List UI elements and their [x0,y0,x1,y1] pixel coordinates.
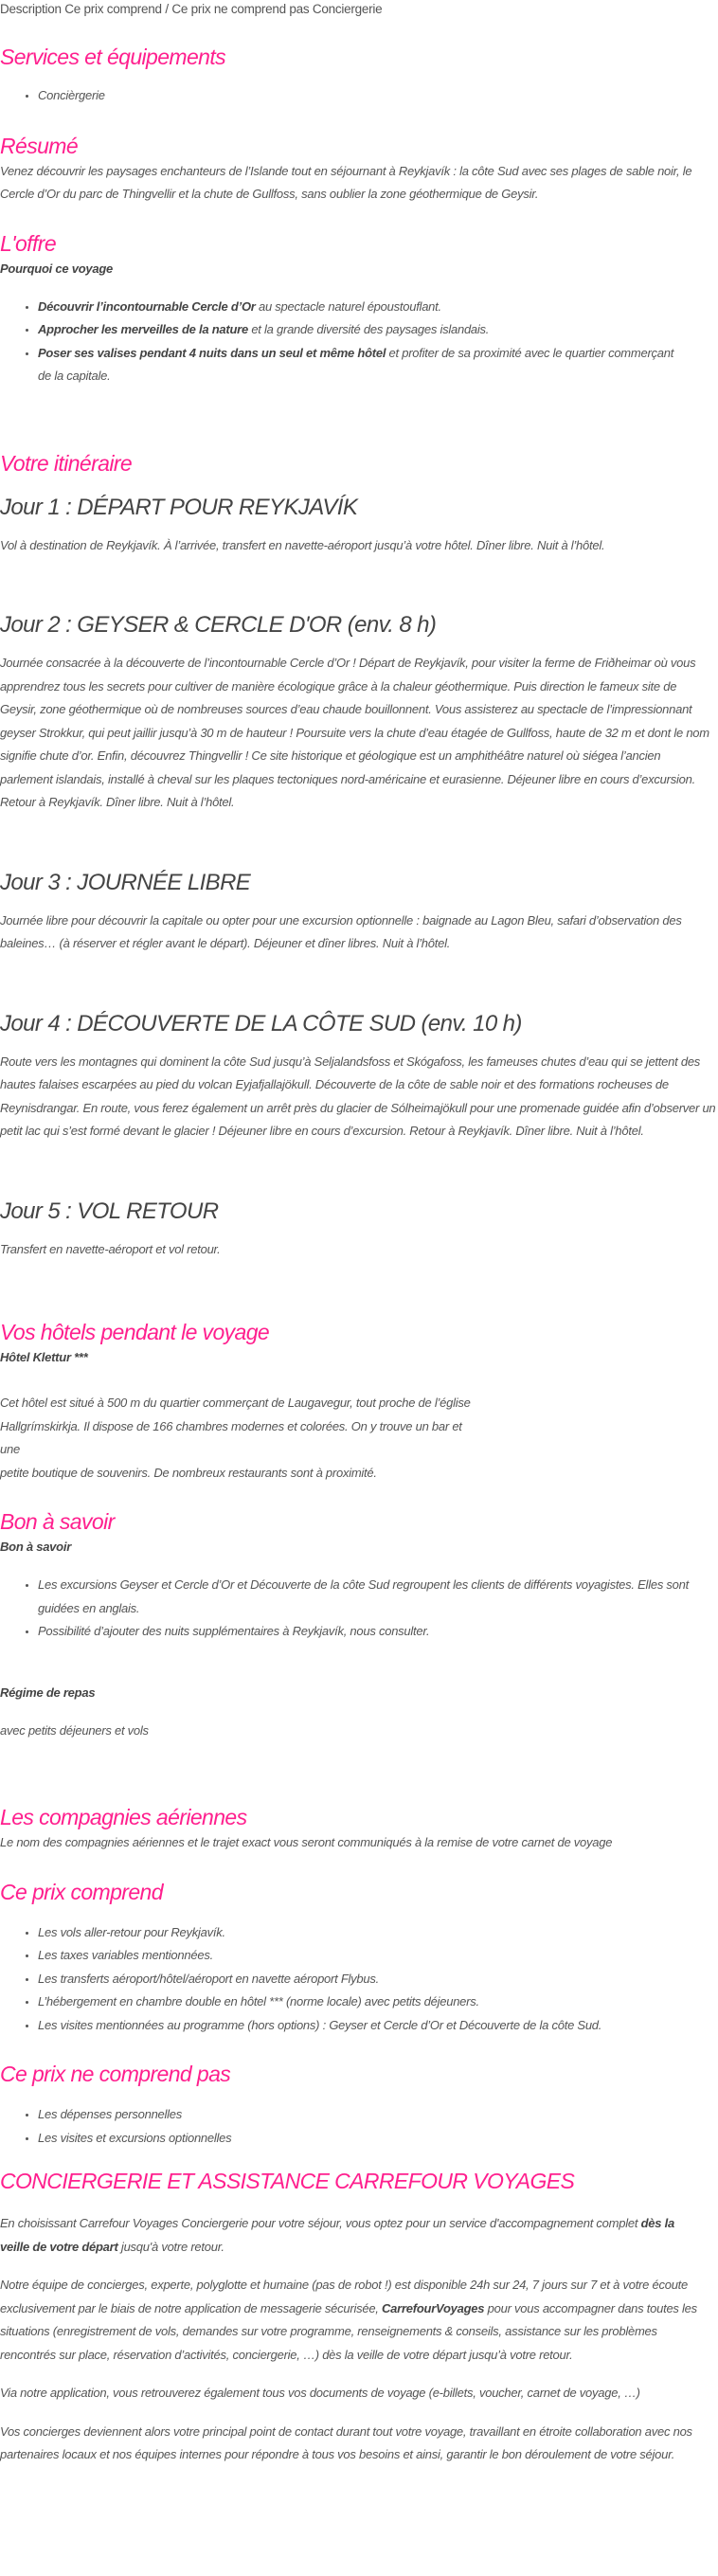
compagnies-text: Le nom des compagnies aériennes et le trajet exact vous seront communiqués à la remise de votre carnet de voyage [0,1835,613,1849]
list-item: • Les taxes variables mentionnées. [38,1944,716,1968]
list-item: • Les visites et excursions optionnelles [38,2127,716,2151]
list-item: • Les visites mentionnées au programme (hors options) : Geyser et Cercle d’Or et Découverte de la côte Sud. [38,2014,716,2038]
list-item: • Concièrgerie [38,84,716,108]
item-text: et la grande diversité des paysages islandais. [247,322,490,336]
conciergerie-heading: CONCIERGERIE ET ASSISTANCE CARREFOUR VOYAGES [0,2169,575,2193]
offre-list [0,296,716,388]
list-item: • Les dépenses personnelles [38,2103,716,2127]
offre-subtitle: Pourquoi ce voyage [0,261,114,276]
offre-heading: L'offre [0,230,57,256]
conciergerie-paragraph: Via notre application, vous retrouverez également tous vos documents de voyage (e-billets, voucher, carnet de voyage, …) [0,2386,640,2400]
ne-comprend-list [0,2103,716,2150]
item-text: au spectacle naturel époustouflant. [255,298,441,314]
regime-text: avec petits déjeuners et vols [0,1722,149,1738]
list-item: • Possibilité d’ajouter des nuits supplémentaires à Reykjavík, nous consulter. [38,1620,716,1644]
item-bold: Découvrir l’incontournable Cercle d’Or [38,298,256,314]
text: pour vous accompagner dans toutes les situations (enregistrement de vols, demandes sur votre programme, renseignements & conseils, assistance sur les problèmes rencontrés sur place, réservation d’activités, conciergerie, …) dès la veille de votre départ jusqu’à votre retour. [0,2300,697,2362]
bon-heading: Bon à savoir [0,1509,115,1534]
compagnies-heading: Les compagnies aériennes [0,1805,247,1829]
day-text: Journée consacrée à la découverte de l’incontournable Cercle d’Or ! Départ de Reykjavík, pour visiter la ferme de Friðheimar où vous apprendrez tous les secrets pour cultiver de manière écologique grâce à la chaleur géothermique. Puis direction le fameux site de Geysir, zone géothermique où de nombreuses sources d’eau chaude bouillonnent. Vous assisterez au spectacle de l’impressionnant geyser Strokkur, qui peut jaillir jusqu’à 30 m de hauteur ! Poursuite vers la chute d’eau étagée de Gullfoss, haute de 32 m et dont le nom signifie chute d’or. Enfin, découvrez Thingvellir ! Ce site historique et géologique est un amphithéâtre naturel où siégea l’ancien parlement islandais, installé à cheval sur les plaques tectoniques nord-américaine et eurasienne. Déjeuner libre en cours d’excursion. Retour à Reykjavík. Dîner libre. Nuit à l’hôtel. [0,656,709,809]
resume-text: Venez découvrir les paysages enchanteurs de l’Islande tout en séjournant à Reykjavík : la côte Sud avec ses plages de sable noir, le Cercle d’Or du parc de Thingvellir et la chute de Gullfoss, sans oublier la zone géothermique de Geysir. [0,163,692,201]
day-title: Jour 2 : GEYSER & CERCLE D'OR (env. 8 h) [0,612,437,638]
bon-subtitle: Bon à savoir [0,1540,72,1554]
item-bold: Approcher les merveilles de la nature [38,322,248,336]
day-text: Vol à destination de Reykjavík. À l’arrivée, transfert en navette-aéroport jusqu’à votre hôtel. Dîner libre. Nuit à l’hôtel. [0,537,605,552]
day-text: Route vers les montagnes qui dominent la côte Sud jusqu’à Seljalandsfoss et Skógafoss, les fameuses chutes d’eau qui se jettent des hautes falaises escarpées au pied du volcan Eyjafjallajökull. Découverte de la côte de sable noir et des formations rocheuses de Reynisdrangar. En route, vous ferez également un arrêt près du glacier de Sólheimajökull pour une promenade guidée afin d’observer un petit lac qui s’est formé devant le glacier ! Déjeuner libre en cours d’excursion. Retour à Reykjavík. Dîner libre. Nuit à l’hôtel. [0,1054,716,1138]
resume-heading: Résumé [0,133,79,158]
day-text: Journée libre pour découvrir la capitale ou opter pour une excursion optionnelle : baignade au Lagon Bleu, safari d’observation des baleines… (à réserver et régler avant le départ). Déjeuner et dîner libres. Nuit à l’hôtel. [0,912,682,950]
day-text: Transfert en navette-aéroport et vol retour. [0,1241,221,1256]
conciergerie-paragraph [0,2274,716,2367]
hotel-text-2: petite boutique de souvenirs. De nombreux restaurants sont à proximité. [0,1465,377,1480]
services-list [0,84,716,108]
regime-label: Régime de repas [0,1684,96,1700]
day-title: Jour 5 : VOL RETOUR [0,1198,219,1224]
list-item: • Les excursions Geyser et Cercle d’Or et Découverte de la côte Sud regroupent les clients de différents voyagistes. Elles sont guidées en anglais. [38,1574,716,1620]
day-title: Jour 4 : DÉCOUVERTE DE LA CÔTE SUD (env. 10 h) [0,1010,522,1036]
comprend-list [0,1921,716,2038]
item-text: et profiter de sa proximité avec le quartier commerçant de la capitale. [38,345,674,383]
list-item: • Les transferts aéroport/hôtel/aéroport en navette aéroport Flybus. [38,1968,716,1991]
services-heading: Services et équipements [0,45,226,69]
itineraire-heading: Votre itinéraire [0,450,133,476]
bold-text: dès la veille de votre départ [0,2216,674,2254]
list-item [38,296,716,319]
text: Notre équipe de concierges, experte, polyglotte et humaine (pas de robot !) est disponible 24h sur 24, 7 jours sur 7 et à votre écoute exclusivement par le biais de notre application de messagerie sécurisée, [0,2278,689,2315]
text: jusqu'à votre retour. [117,2239,224,2254]
item-bold: Poser ses valises pendant 4 nuits dans un seul et même hôtel [38,345,386,360]
hotels-heading: Vos hôtels pendant le voyage [0,1320,270,1344]
ne-comprend-heading: Ce prix ne comprend pas [0,2062,231,2086]
conciergerie-paragraph: Vos concierges deviennent alors votre principal point de contact durant tout votre voyage, travaillant en étroite collaboration avec nos partenaires locaux et nos équipes internes pour répondre à tous vos besoins et ainsi, garantir le bon déroulement de votre séjour. [0,2423,692,2461]
day-title: Jour 3 : JOURNÉE LIBRE [0,869,251,895]
bold-text: CarrefourVoyages [382,2300,485,2315]
text: En choisissant Carrefour Voyages Conciergerie pour votre séjour, vous optez pour un service d'accompagnement complet [0,2216,641,2230]
conciergerie-paragraph [0,2212,716,2259]
hotel-text: Cet hôtel est situé à 500 m du quartier commerçant de Laugavegur, tout proche de l’église Hallgrímskirkja. Il dispose de 166 chambres modernes et colorées. On y trouve un bar et une [0,1396,471,1456]
day-title: Jour 1 : DÉPART POUR REYKJAVÍK [0,494,358,520]
hotel-name: Hôtel Klettur *** [0,1350,88,1364]
list-item: • L’hébergement en chambre double en hôtel *** (norme locale) avec petits déjeuners. [38,1991,716,2014]
list-item [38,318,716,342]
bon-list [0,1574,716,1644]
list-item [38,342,716,388]
breadcrumb: Description Ce prix comprend / Ce prix ne comprend pas Conciergerie [0,2,383,16]
list-item: • Les vols aller-retour pour Reykjavík. [38,1921,716,1945]
comprend-heading: Ce prix comprend [0,1879,163,1904]
